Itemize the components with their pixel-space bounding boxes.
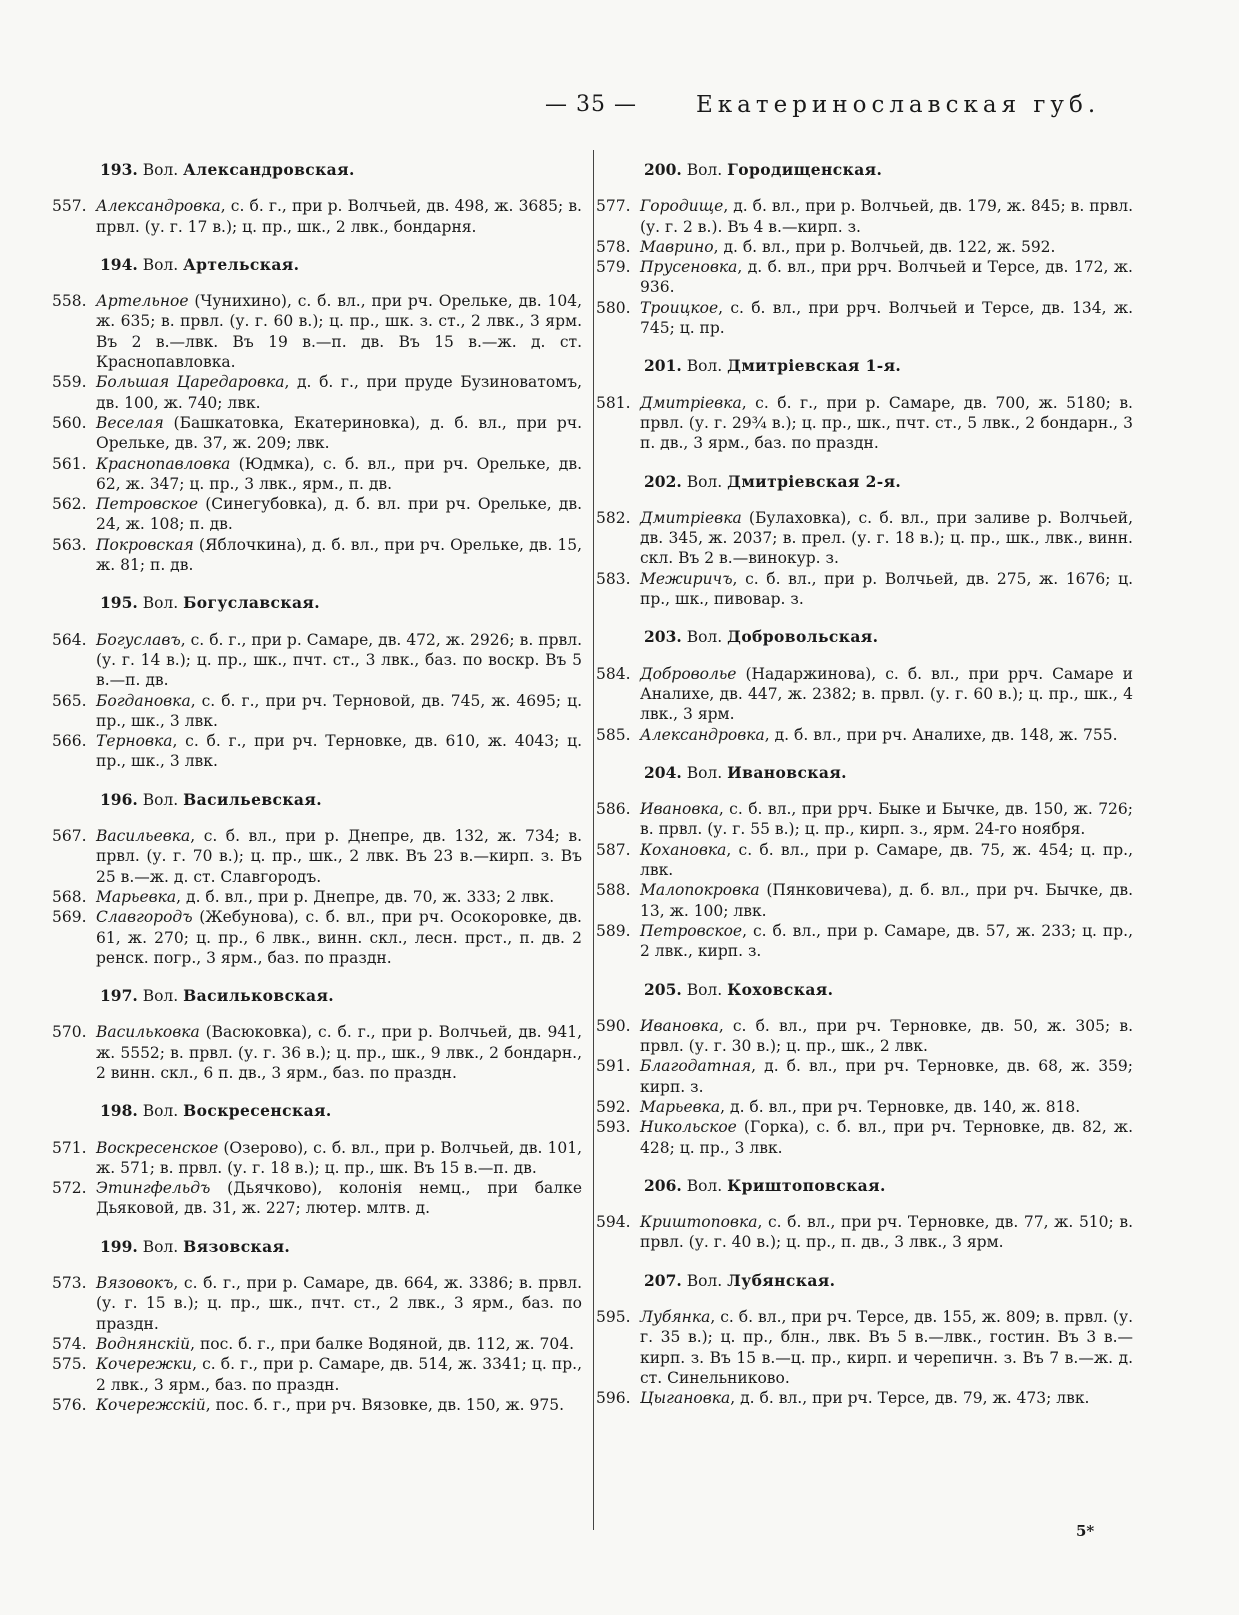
entry-number: 560. xyxy=(52,413,87,432)
entry xyxy=(52,826,582,887)
entry xyxy=(52,1395,582,1415)
entry-text: (Башкатовка, Екатериновка), д. б. вл., при рч. Орельке, дв. 37, ж. 209; лвк. xyxy=(96,413,582,453)
entry-place-name: Маврино xyxy=(640,237,714,256)
entry xyxy=(596,298,1133,339)
section-number: 202. xyxy=(644,471,682,491)
section-name: Вязовская. xyxy=(183,1236,291,1256)
entry-body xyxy=(640,1016,1133,1057)
section-number: 203. xyxy=(644,627,682,647)
entry-text: , пос. б. г., при рч. Вязовке, дв. 150, ж. 975. xyxy=(205,1395,564,1414)
entry-number: 580. xyxy=(596,298,631,317)
entry-body xyxy=(640,569,1133,610)
entry-number: 583. xyxy=(596,569,631,588)
entry-text: (Жебунова), с. б. вл., при рч. Осокоровке, дв. 61, ж. 270; ц. пр., 6 лвк., винн. скл., лесн. прст., п. дв. 2 ренск. погр., 3 ярм., баз. по праздн. xyxy=(96,908,582,967)
entry-body xyxy=(640,664,1133,725)
entry-number: 572. xyxy=(52,1179,87,1198)
entry xyxy=(596,237,1133,257)
entry-place-name: Веселая xyxy=(96,413,164,432)
entry-text: , пос. б. г., при балке Водяной, дв. 112, ж. 704. xyxy=(190,1334,575,1353)
section-number: 197. xyxy=(100,986,138,1006)
entry-place-name: Дмитріевка xyxy=(640,393,742,412)
entry xyxy=(52,413,582,454)
entry-number: 595. xyxy=(596,1308,631,1327)
entry-body xyxy=(640,799,1133,840)
entry-number: 577. xyxy=(596,197,631,216)
section-name: Лубянская. xyxy=(727,1270,836,1290)
entry-place-name: Большая Царедаровка xyxy=(96,373,285,392)
column-divider xyxy=(593,150,594,1530)
entry-number: 566. xyxy=(52,732,87,751)
entry-number: 596. xyxy=(596,1389,631,1408)
section-number: 200. xyxy=(644,160,682,179)
section-heading xyxy=(100,986,582,1006)
entry-number: 585. xyxy=(596,725,631,744)
entry xyxy=(596,1388,1133,1408)
entry-number: 558. xyxy=(52,292,87,311)
entry-body xyxy=(640,257,1133,298)
entry-text: , с. б. вл., при рч. Терновке, дв. 77, ж. 510; в. првл. (у. г. 40 в.); ц. пр., п. дв., 3 лвк., 3 ярм. xyxy=(640,1213,1133,1252)
entry xyxy=(596,1212,1133,1253)
entry-body xyxy=(640,1307,1133,1388)
entry-body xyxy=(640,1388,1133,1408)
entry-place-name: Прусеновка xyxy=(640,258,738,277)
section-label: Вол. xyxy=(686,357,723,376)
entry xyxy=(52,630,582,691)
entry-number: 584. xyxy=(596,664,631,683)
entry-text: , с. б. г., при рч. Терновке, дв. 610, ж. 4043; ц. пр., шк., 3 лвк. xyxy=(96,732,582,771)
entry xyxy=(596,393,1133,454)
entry-body xyxy=(640,237,1133,257)
section-heading xyxy=(100,160,582,180)
entry-place-name: Кочережскій xyxy=(96,1395,206,1414)
entry-text: (Пянковичева), д. б. вл., при рч. Бычке, дв. 13, ж. 100; лвк. xyxy=(640,881,1133,920)
section-number: 204. xyxy=(644,762,682,782)
entry-place-name: Этингфельдъ xyxy=(96,1179,211,1198)
entry-number: 593. xyxy=(596,1118,631,1137)
entry-number: 576. xyxy=(52,1395,87,1414)
entry-body xyxy=(96,1354,582,1395)
entry-number: 564. xyxy=(52,630,87,649)
entry-number: 579. xyxy=(596,258,631,277)
entry xyxy=(52,372,582,413)
entry-text: , с. б. г., при р. Самаре, дв. 514, ж. 3341; ц. пр., 2 лвк., 3 ярм., баз. по праздн. xyxy=(96,1355,582,1394)
entry-body xyxy=(96,291,582,372)
entry-body xyxy=(96,826,582,887)
entry-body xyxy=(640,1117,1133,1158)
entry-text: , д. б. вл., при рч. Аналихе, дв. 148, ж. 755. xyxy=(764,725,1118,744)
entry-place-name: Васильевка xyxy=(96,827,191,846)
section-label: Вол. xyxy=(686,472,723,491)
entry-body xyxy=(640,880,1133,921)
entry-number: 587. xyxy=(596,840,631,859)
entry xyxy=(596,508,1133,569)
entry-text: (Васюковка), с. б. г., при р. Волчьей, дв. 941, ж. 5552; в. првл. (у. г. 36 в.); ц. пр., шк., 9 лвк., 2 бондарн., 2 винн. скл., 6 п. дв., 3 ярм., баз. по праздн. xyxy=(96,1023,582,1082)
entry-body xyxy=(96,535,582,576)
section-label: Вол. xyxy=(142,594,179,613)
entry-number: 561. xyxy=(52,454,87,473)
entry-body xyxy=(96,1178,582,1219)
entry-text: , с. б. г., при р. Самаре, дв. 472, ж. 2926; в. првл. (у. г. 14 в.); ц. пр., шк., пчт. ст., 3 лвк., баз. по воскр. Въ 5 в.—п. дв. xyxy=(96,630,582,690)
entry-body xyxy=(96,413,582,454)
section-heading xyxy=(100,593,582,613)
entry-number: 567. xyxy=(52,827,87,846)
entry-body xyxy=(96,887,582,907)
entry xyxy=(52,887,582,907)
section-label: Вол. xyxy=(142,161,179,179)
section-label: Вол. xyxy=(142,790,179,809)
section-heading xyxy=(644,763,1133,783)
entry-place-name: Воднянскій xyxy=(96,1334,191,1353)
entry-body xyxy=(96,1334,582,1354)
entry xyxy=(596,921,1133,962)
section-heading xyxy=(644,356,1133,376)
entry-body xyxy=(96,196,582,237)
section-name: Добровольская. xyxy=(727,627,879,647)
section-number: 196. xyxy=(100,789,138,809)
entry-number: 565. xyxy=(52,691,87,710)
entry-place-name: Воскресенское xyxy=(96,1138,219,1157)
entry-text: (Чунихино), с. б. вл., при рч. Орельке, дв. 104, ж. 635; в. првл. (у. г. 60 в.); ц. пр., шк. з. ст., 2 лвк., 3 ярм. Въ 2 в.—лвк. Въ 19 в.—п. дв. Въ 15 в.—ж. д. ст. Краснопавловка. xyxy=(96,292,582,372)
entry-text: , с. б. вл., при р. Волчьей, дв. 275, ж. 1676; ц. пр., шк., пивовар. з. xyxy=(640,569,1133,609)
entry-body xyxy=(640,393,1133,454)
entry-body xyxy=(640,508,1133,569)
entry-text: (Яблочкина), д. б. вл., при рч. Орельке, дв. 15, ж. 81; п. дв. xyxy=(96,535,582,575)
entry-place-name: Кохановка xyxy=(640,840,727,859)
entry-body xyxy=(96,1022,582,1083)
entry-text: , д. б. вл., при рч. Терсе, дв. 79, ж. 473; лвк. xyxy=(730,1389,1090,1408)
entry-place-name: Петровское xyxy=(640,921,743,940)
entry xyxy=(52,494,582,535)
entry-place-name: Межиричъ xyxy=(640,569,733,588)
section-heading xyxy=(644,980,1133,1000)
entry-place-name: Малопокровка xyxy=(640,881,760,900)
entry-body xyxy=(96,454,582,495)
entry-text: , с. б. г., при р. Волчьей, дв. 498, ж. 3685; в. првл. (у. г. 17 в.); ц. пр., шк., 2 лвк., бондарня. xyxy=(96,197,582,236)
entry-number: 586. xyxy=(596,800,631,819)
entry-place-name: Лубянка xyxy=(640,1308,711,1327)
section-name: Коховская. xyxy=(727,979,834,999)
section-label: Вол. xyxy=(686,980,723,999)
entry-body xyxy=(96,1138,582,1179)
entry-place-name: Артельное xyxy=(96,292,189,311)
entry-place-name: Славгородъ xyxy=(96,908,193,927)
entry-body xyxy=(640,840,1133,881)
entry-number: 591. xyxy=(596,1057,631,1076)
entry-place-name: Александровка xyxy=(640,725,765,744)
entry-text: (Синегубовка), д. б. вл. при рч. Орельке, дв. 24, ж. 108; п. дв. xyxy=(96,495,582,534)
entry-body xyxy=(96,907,582,968)
entry xyxy=(52,1138,582,1179)
section-number: 193. xyxy=(100,160,138,179)
entry xyxy=(52,1334,582,1354)
entry-body xyxy=(96,630,582,691)
entry xyxy=(596,1097,1133,1117)
section-label: Вол. xyxy=(686,161,723,179)
section-name: Криштоповская. xyxy=(727,1175,886,1195)
entry xyxy=(596,257,1133,298)
entry xyxy=(52,691,582,732)
section-number: 199. xyxy=(100,1236,138,1256)
entry-place-name: Дмитріевка xyxy=(640,508,742,527)
entry xyxy=(596,1117,1133,1158)
entry-number: 575. xyxy=(52,1355,87,1374)
entry-number: 590. xyxy=(596,1016,631,1035)
entry-text: (Булаховка), с. б. вл., при заливе р. Волчьей, дв. 345, ж. 2037; в. прел. (у. г. 18 в.); ц. пр., шк., лвк., винн. скл. Въ 2 в.—винокур. з. xyxy=(640,508,1133,568)
entry-place-name: Васильковка xyxy=(96,1023,200,1042)
entry xyxy=(596,664,1133,725)
entry-text: , д. б. вл., при р. Днепре, дв. 70, ж. 333; 2 лвк. xyxy=(176,887,555,906)
entry-body xyxy=(640,298,1133,339)
section-label: Вол. xyxy=(142,987,179,1006)
entry xyxy=(52,1354,582,1395)
entry-text: , д. б. вл., при ррч. Волчьей и Терсе, дв. 172, ж. 936. xyxy=(640,258,1133,297)
entry xyxy=(52,731,582,772)
entry-place-name: Краснопавловка xyxy=(96,454,231,473)
entry xyxy=(52,1022,582,1083)
entry xyxy=(52,196,582,237)
section-name: Городищенская. xyxy=(727,160,883,179)
entry-place-name: Троицкое xyxy=(640,298,719,317)
entry-place-name: Александровка xyxy=(96,197,221,216)
section-number: 206. xyxy=(644,1175,682,1195)
entry-text: (Горка), с. б. вл., при рч. Терновке, дв. 82, ж. 428; ц. пр., 3 лвк. xyxy=(640,1118,1133,1157)
left-column xyxy=(52,160,582,1415)
entry-place-name: Вязовокъ xyxy=(96,1274,174,1293)
entry-body xyxy=(96,1273,582,1334)
page-header xyxy=(0,92,1239,132)
entry-text: , д. б. г., при пруде Бузиноватомъ, дв. 100, ж. 740; лвк. xyxy=(96,373,582,412)
entry-body xyxy=(96,1395,582,1415)
entry xyxy=(52,1273,582,1334)
entry-text: , с. б. г., при р. Самаре, дв. 664, ж. 3386; в. првл. (у. г. 15 в.); ц. пр., шк., пчт. ст., 2 лвк., 3 ярм., баз. по праздн. xyxy=(96,1274,582,1333)
entry-number: 588. xyxy=(596,881,631,900)
entry-text: , д. б. вл., при р. Волчьей, дв. 122, ж. 592. xyxy=(713,237,1056,256)
entry-text: , с. б. вл., при р. Днепре, дв. 132, ж. 734; в. првл. (у. г. 70 в.); ц. пр., шк., 2 лвк. Въ 23 в.—кирп. з. Въ 25 в.—ж. д. ст. Славгородъ. xyxy=(96,827,582,886)
entry xyxy=(596,880,1133,921)
section-label: Вол. xyxy=(686,1176,723,1195)
section-label: Вол. xyxy=(142,255,179,274)
entry-place-name: Городище xyxy=(640,197,724,216)
section-name: Дмитріевская 2-я. xyxy=(727,471,902,491)
entry-text: (Озерово), с. б. вл., при р. Волчьей, дв. 101, ж. 571; в. првл. (у. г. 18 в.); ц. пр., шк. Въ 15 в.—п. дв. xyxy=(96,1138,582,1177)
entry-number: 578. xyxy=(596,237,631,256)
section-name: Артельская. xyxy=(183,254,300,274)
section-label: Вол. xyxy=(686,1271,723,1290)
entry-number: 589. xyxy=(596,921,631,940)
section-number: 198. xyxy=(100,1101,138,1121)
entry-text: , с. б. г., при рч. Терновой, дв. 745, ж. 4695; ц. пр., шк., 3 лвк. xyxy=(96,691,582,730)
section-name: Васильковская. xyxy=(183,986,335,1006)
entry-place-name: Ивановка xyxy=(640,1016,719,1035)
entry-text: , с. б. вл., при р. Самаре, дв. 57, ж. 233; ц. пр., 2 лвк., кирп. з. xyxy=(640,921,1133,961)
section-label: Вол. xyxy=(686,763,723,782)
entry-place-name: Никольское xyxy=(640,1118,737,1137)
section-heading xyxy=(644,627,1133,647)
entry-body xyxy=(96,372,582,413)
entry-place-name: Благодатная xyxy=(640,1057,752,1076)
entry-place-name: Марьевка xyxy=(640,1097,721,1116)
section-number: 194. xyxy=(100,254,138,274)
page-number: — 35 — xyxy=(545,92,637,117)
section-number: 207. xyxy=(644,1270,682,1290)
entry xyxy=(596,196,1133,237)
section-number: 201. xyxy=(644,356,682,376)
entry-number: 568. xyxy=(52,887,87,906)
entry xyxy=(596,799,1133,840)
section-heading xyxy=(644,160,1133,180)
entry-body xyxy=(640,725,1133,745)
entry-place-name: Кочережки xyxy=(96,1355,193,1374)
section-heading xyxy=(644,1271,1133,1291)
entry xyxy=(596,569,1133,610)
section-name: Васильевская. xyxy=(183,789,323,809)
entry xyxy=(52,1178,582,1219)
section-name: Воскресенская. xyxy=(183,1101,332,1121)
section-number: 205. xyxy=(644,979,682,999)
entry-text: , с. б. г., при р. Самаре, дв. 700, ж. 5180; в. првл. (у. г. 29¾ в.); ц. пр., шк., пчт. ст., 5 лвк., 2 бондарн., 3 п. дв., 3 ярм., баз. по праздн. xyxy=(640,393,1133,453)
entry-place-name: Доброволье xyxy=(640,664,737,683)
entry-body xyxy=(640,921,1133,962)
entry-number: 592. xyxy=(596,1097,631,1116)
entry-text: (Дьячково), колонія немц., при балке Дьяковой, дв. 31, ж. 227; лютер. млтв. д. xyxy=(96,1179,582,1218)
entry-place-name: Криштоповка xyxy=(640,1213,758,1232)
entry-text: , д. б. вл., при рч. Терновке, дв. 140, ж. 818. xyxy=(720,1097,1081,1116)
entry-number: 581. xyxy=(596,393,631,412)
entry xyxy=(52,907,582,968)
section-heading xyxy=(100,255,582,275)
entry-text: , д. б. вл., при р. Волчьей, дв. 179, ж. 845; в. првл. (у. г. 2 в.). Въ 4 в.—кирп. з. xyxy=(640,197,1133,236)
entry xyxy=(596,1056,1133,1097)
entry-text: (Юдмка), с. б. вл., при рч. Орельке, дв. 62, ж. 347; ц. пр., 3 лвк., ярм., п. дв. xyxy=(96,454,582,493)
entry xyxy=(596,840,1133,881)
entry-number: 570. xyxy=(52,1023,87,1042)
entry-text: , с. б. вл., при ррч. Быке и Бычке, дв. 150, ж. 726; в. првл. (у. г. 55 в.); ц. пр., кирп. з., ярм. 24-го ноября. xyxy=(640,800,1133,839)
entry-number: 562. xyxy=(52,495,87,514)
entry-number: 594. xyxy=(596,1213,631,1232)
entry xyxy=(596,1016,1133,1057)
section-heading xyxy=(100,1101,582,1121)
section-number: 195. xyxy=(100,593,138,613)
section-name: Дмитріевская 1-я. xyxy=(727,356,902,376)
section-heading xyxy=(644,1176,1133,1196)
entry-number: 563. xyxy=(52,535,87,554)
entry-text: , с. б. вл., при рч. Терсе, дв. 155, ж. 809; в. првл. (у. г. 35 в.); ц. пр., блн., лвк. Въ 5 в.—лвк., гостин. Въ 3 в.—кирп. з. Въ 15 в.—ц. пр., кирп. и черепичн. з. Въ 7 в.—ж. д. ст. Синельниково. xyxy=(640,1308,1133,1387)
section-heading xyxy=(100,790,582,810)
entry-number: 573. xyxy=(52,1274,87,1293)
entry-number: 557. xyxy=(52,197,87,216)
section-heading xyxy=(100,1237,582,1257)
section-name: Ивановская. xyxy=(727,762,847,782)
entry xyxy=(52,535,582,576)
section-label: Вол. xyxy=(142,1237,179,1256)
entry-body xyxy=(640,1212,1133,1253)
section-label: Вол. xyxy=(686,628,723,647)
entry-number: 569. xyxy=(52,908,87,927)
entry-place-name: Покровская xyxy=(96,535,194,554)
section-name: Александровская. xyxy=(183,160,355,179)
section-name: Богуславская. xyxy=(183,593,321,613)
entry xyxy=(52,454,582,495)
entry-text: , с. б. вл., при ррч. Волчьей и Терсе, дв. 134, ж. 745; ц. пр. xyxy=(640,298,1133,338)
entry-place-name: Петровское xyxy=(96,495,199,514)
signature-mark: 5* xyxy=(1076,1522,1095,1540)
entry-text: , д. б. вл., при рч. Терновке, дв. 68, ж. 359; кирп. з. xyxy=(640,1057,1133,1096)
right-column xyxy=(596,160,1133,1409)
entry-body xyxy=(96,731,582,772)
entry-place-name: Богдановка xyxy=(96,691,191,710)
entry-body xyxy=(640,196,1133,237)
entry-place-name: Терновка xyxy=(96,732,173,751)
running-title: Екатеринославская губ. xyxy=(696,92,1101,118)
entry xyxy=(596,725,1133,745)
entry-number: 574. xyxy=(52,1334,87,1353)
section-label: Вол. xyxy=(142,1102,179,1121)
entry-body xyxy=(640,1056,1133,1097)
entry-number: 582. xyxy=(596,508,631,527)
entry-place-name: Цыгановка xyxy=(640,1389,731,1408)
entry-text: , с. б. вл., при р. Самаре, дв. 75, ж. 454; ц. пр., лвк. xyxy=(640,840,1133,880)
entry-place-name: Ивановка xyxy=(640,800,719,819)
entry xyxy=(596,1307,1133,1388)
section-heading xyxy=(644,472,1133,492)
entry-text: (Надаржинова), с. б. вл., при ррч. Самаре и Аналихе, дв. 447, ж. 2382; в. првл. (у. г. 60 в.); ц. пр., шк., 4 лвк., 3 ярм. xyxy=(640,664,1133,724)
entry xyxy=(52,291,582,372)
entry-body xyxy=(640,1097,1133,1117)
entry-number: 559. xyxy=(52,373,87,392)
entry-number: 571. xyxy=(52,1138,87,1157)
entry-body xyxy=(96,494,582,535)
entry-text: , с. б. вл., при рч. Терновке, дв. 50, ж. 305; в. првл. (у. г. 30 в.); ц. пр., шк., 2 лвк. xyxy=(640,1016,1133,1056)
entry-place-name: Марьевка xyxy=(96,887,177,906)
entry-body xyxy=(96,691,582,732)
entry-place-name: Богуславъ xyxy=(96,630,181,649)
